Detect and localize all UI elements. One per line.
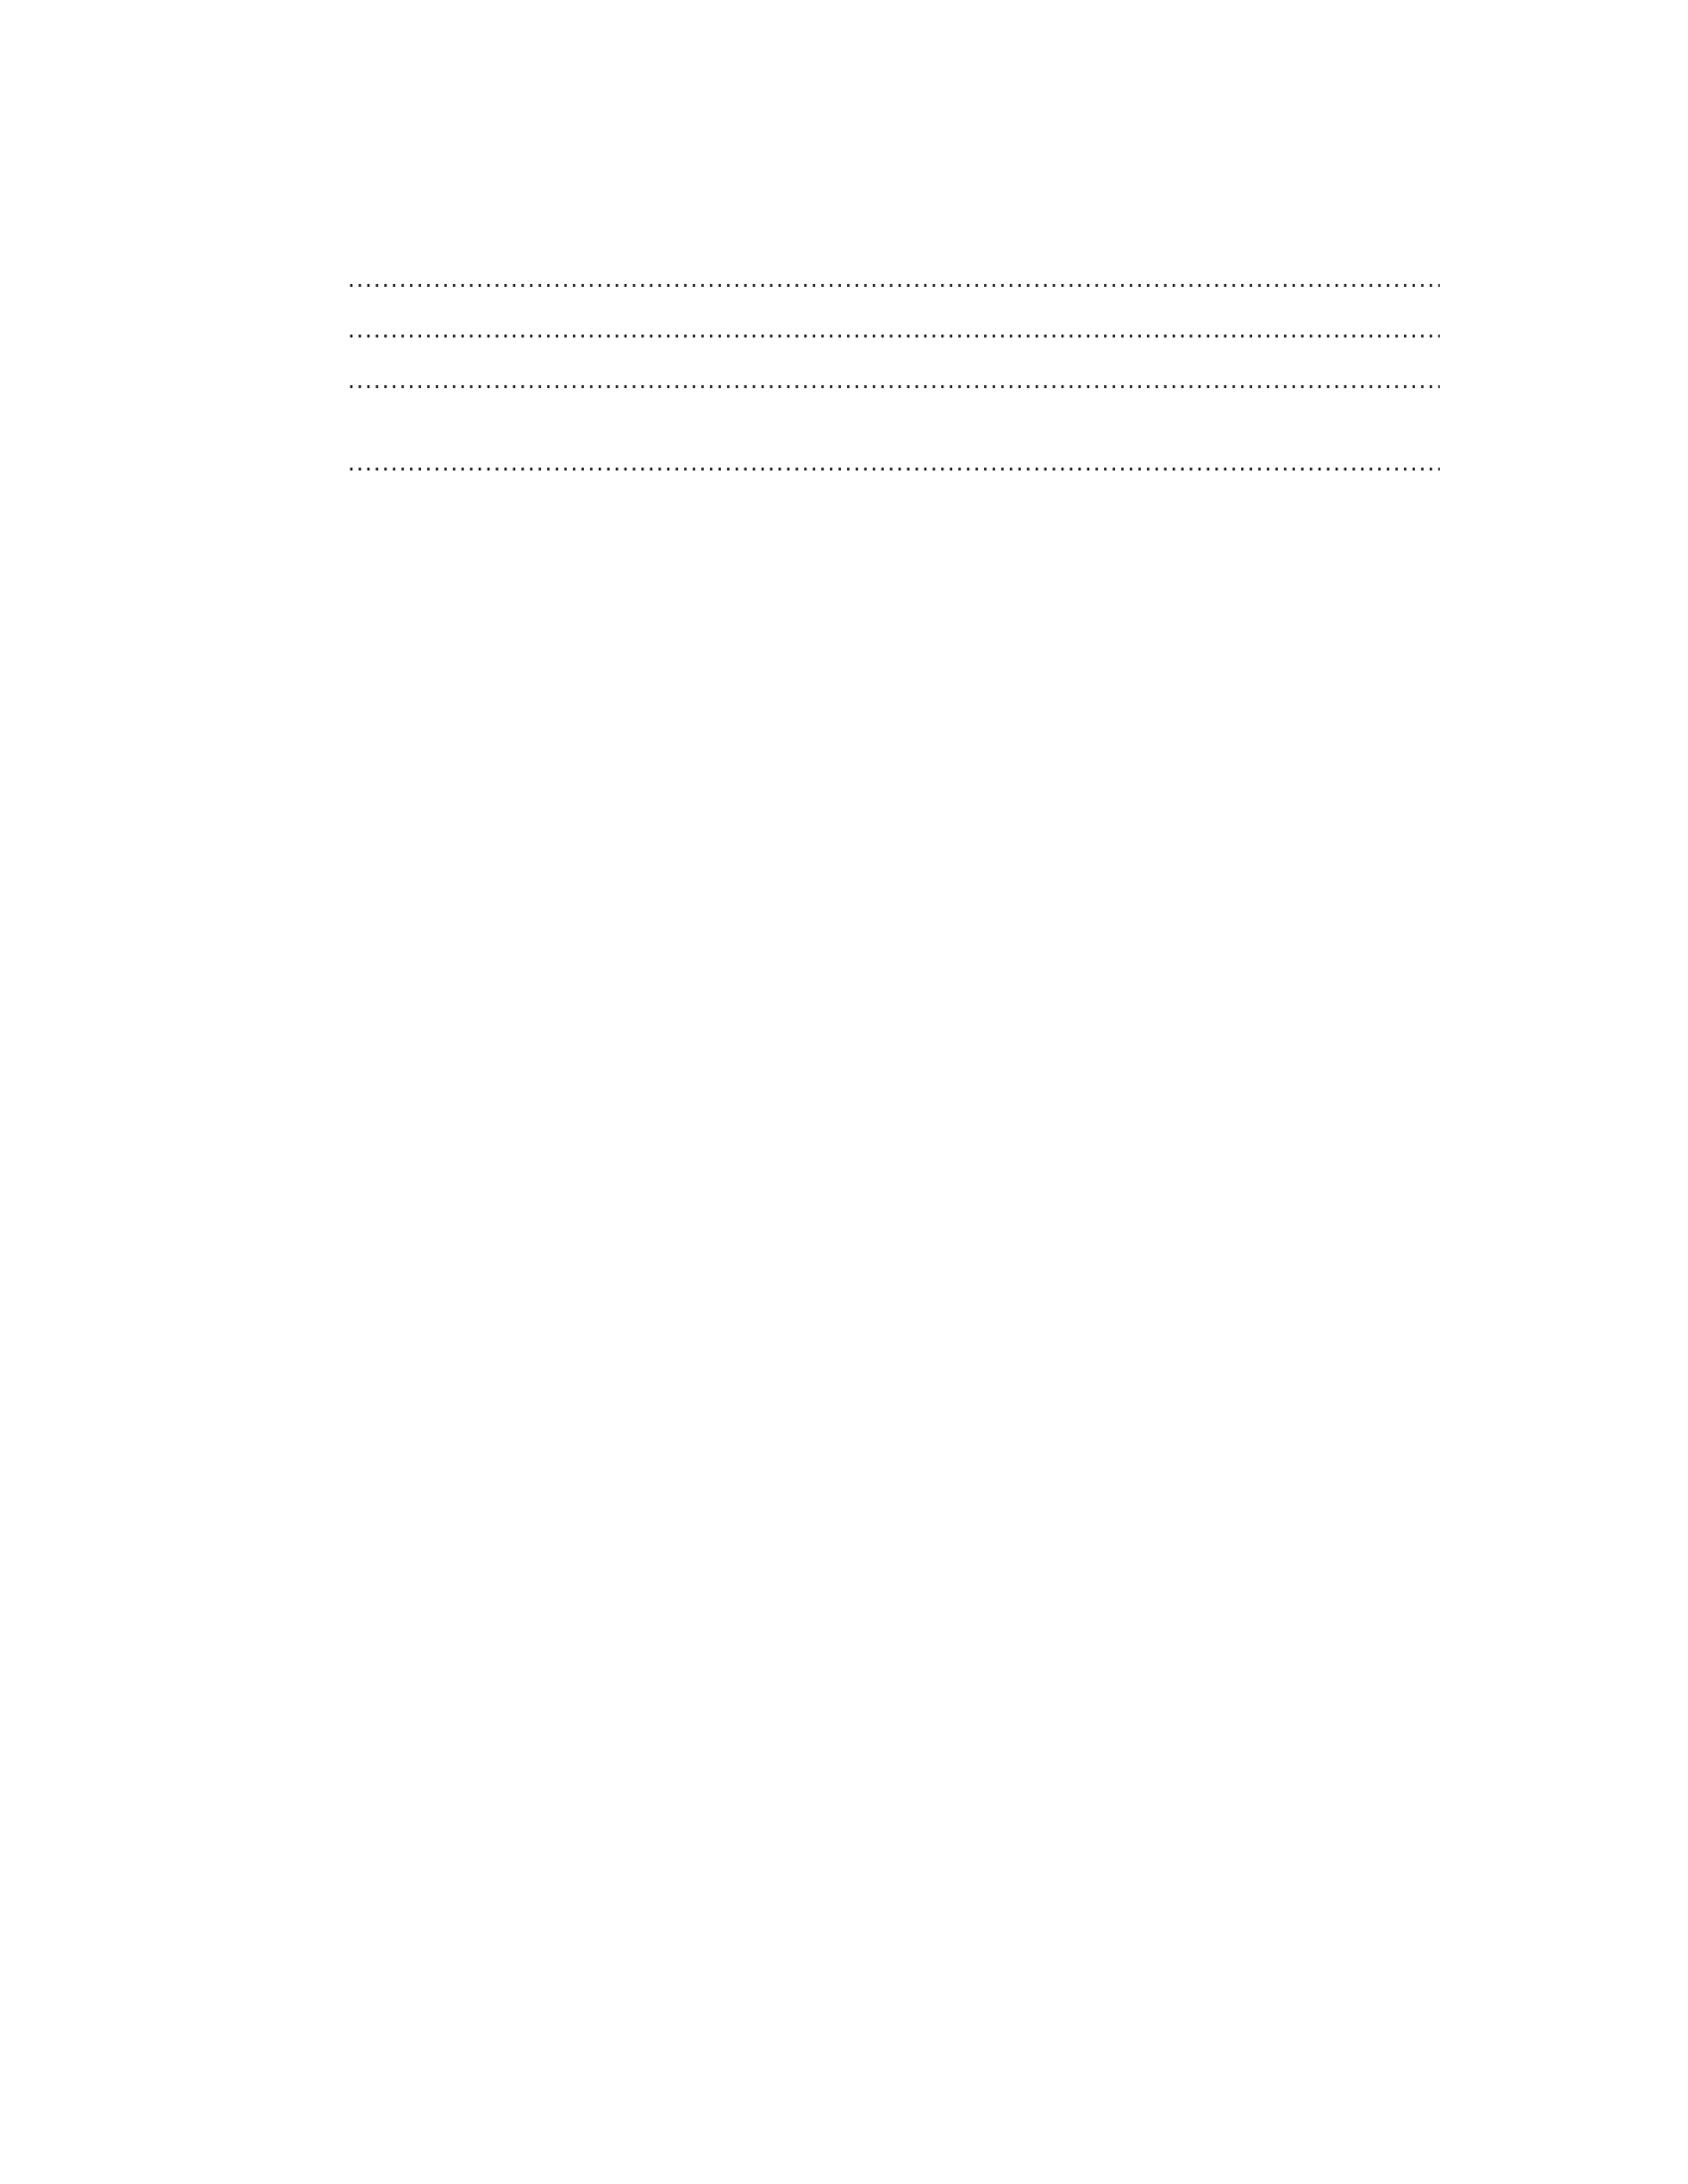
- leader-dots: [348, 364, 1440, 396]
- entry-title-line1: [344, 415, 1444, 447]
- leader-dots: [348, 447, 1440, 478]
- leader-dots: [348, 314, 1440, 345]
- leader-dots: [348, 263, 1440, 295]
